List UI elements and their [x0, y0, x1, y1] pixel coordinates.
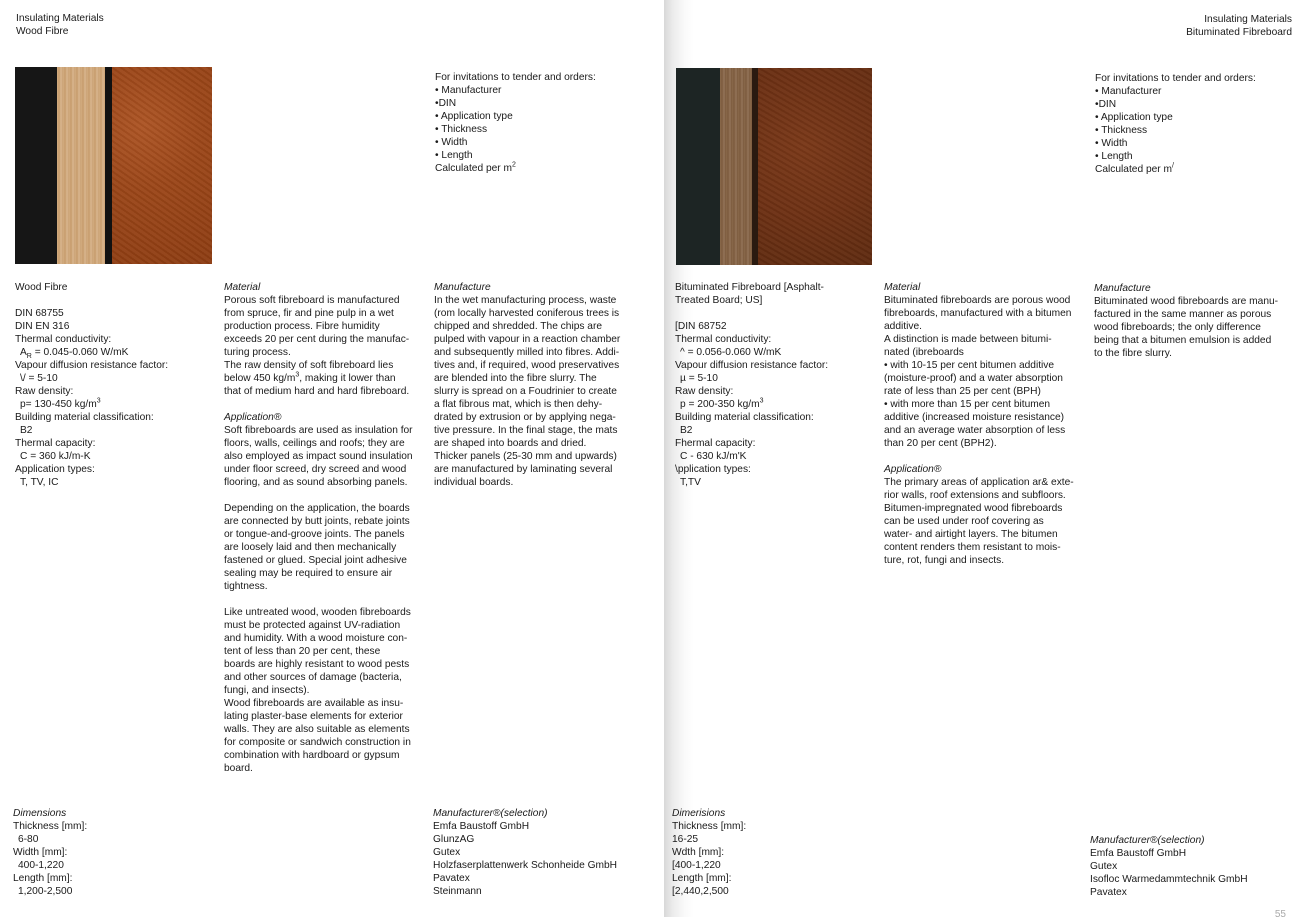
text-line: lating plaster-base elements for exterior [224, 711, 403, 722]
text-line: Bitumen-impregnated wood fibreboards [884, 503, 1063, 514]
header-line: Insulating Materials [1204, 14, 1292, 25]
tender-item: • Manufacturer [435, 85, 502, 96]
spec-label: Thermal conductivity: [15, 334, 112, 345]
spec-label: Vapour diffusion resistance factor: [15, 360, 169, 371]
tender-item: • Application type [1095, 112, 1173, 123]
text-line: Bituminated wood fibreboards are manu- [1094, 296, 1279, 307]
tender-calc: Calculated per $m^2$ [435, 161, 516, 174]
text-line: production process. Fibre humidity [224, 321, 380, 332]
dim-value: 16-25 [672, 834, 699, 845]
text-line: are loosely laid and then mechanically [224, 542, 397, 553]
tender-item: • Length [435, 150, 473, 161]
text-line: being that a bitumen emulsion is added [1094, 335, 1272, 346]
right-material-column [884, 281, 1074, 567]
text-line: and an average water absorption of less [884, 425, 1066, 436]
tender-item: • Manufacturer [1095, 86, 1162, 97]
manufacturer-item: Holzfaserplattenwerk Schonheide GmbH [433, 860, 618, 871]
text-line: A distinction is made between bitumi- [884, 334, 1052, 345]
text-line: Wood fibreboards are available as insu- [224, 698, 404, 709]
left-tender-list [435, 71, 596, 175]
text-line: than 20 per cent (BPH2). [884, 438, 997, 449]
product-title: Treated Board; US] [675, 295, 763, 306]
product-title: Wood Fibre [15, 282, 68, 293]
text-line: content renders them resistant to mois- [884, 542, 1061, 553]
text-line: turing process. [224, 347, 291, 358]
text-line: (moisture-proof) and a water absorption [884, 373, 1063, 384]
dim-label: Length [mm]: [13, 873, 73, 884]
text-line: a flat fibrous mat, which is then dehy- [434, 399, 603, 410]
text-line: Depending on the application, the boards [224, 503, 410, 514]
text-line: • with 10-15 per cent bitumen additive [884, 360, 1055, 371]
text-line: flooring, and as sound absorbing panels. [224, 477, 408, 488]
spec-label: Vapour diffusion resistance factor: [675, 360, 829, 371]
din-number: [DIN 68752 [675, 321, 727, 332]
text-line: individual boards. [434, 477, 514, 488]
text-line: wood fibreboards; the only difference [1094, 322, 1261, 333]
text-line: or tongue-and-groove joints. The panels [224, 529, 405, 540]
text-line: Porous soft fibreboard is manufactured [224, 295, 400, 306]
manufacturer-item: Isofloc Warmedammtechnik GmbH [1090, 874, 1248, 885]
dim-label: Thickness [mm]: [672, 821, 747, 832]
header-line: Wood Fibre [16, 26, 69, 37]
section-heading-manufacturers: Manufacturer®(selection) [1090, 835, 1205, 846]
text-line: for composite or sandwich construction in [224, 737, 411, 748]
manufacturer-item: Gutex [1090, 861, 1118, 872]
text-line: water- and airtight layers. The bitumen [884, 529, 1058, 540]
text-line: additive (increased moisture resistance) [884, 412, 1065, 423]
text-line: additive. [884, 321, 922, 332]
text-line: are shaped into boards and dried. [434, 438, 587, 449]
text-line: that of medium hard and hard fibreboard. [224, 386, 410, 397]
spec-label: Raw density: [675, 386, 734, 397]
right-manufacturers [1090, 834, 1248, 899]
dim-value: [2,440,2,500 [672, 886, 729, 897]
dim-label: Width [mm]: [13, 847, 68, 858]
text-line: fungi, and insects). [224, 685, 310, 696]
spec-label: Thermal conductivity: [675, 334, 772, 345]
spec-value: T,TV [680, 477, 701, 488]
text-line: tives and, if required, wood preservatives [434, 360, 620, 371]
product-title: Bituminated Fibreboard [Asphalt- [675, 282, 824, 293]
text-line: and other sources of damage (bacteria, [224, 672, 402, 683]
tender-item: • Length [1095, 151, 1133, 162]
text-line: In the wet manufacturing process, waste [434, 295, 617, 306]
tender-item: • Thickness [435, 124, 488, 135]
section-heading-manufacture: Manufacture [1094, 283, 1151, 294]
dim-value: 400-1,220 [18, 860, 64, 871]
tender-item: •DIN [1095, 99, 1117, 110]
spec-label: Building material classification: [675, 412, 814, 423]
text-line: nated (ibreboards [884, 347, 964, 358]
spec-label: Building material classification: [15, 412, 154, 423]
text-line: Like untreated wood, wooden fibreboards [224, 607, 411, 618]
text-line: slurry is spread on a Foudrinier to create [434, 386, 617, 397]
dim-value: 6-80 [18, 834, 39, 845]
section-heading-material: Material [224, 282, 261, 293]
text-line: • with more than 15 per cent bitumen [884, 399, 1051, 410]
text-line: to the fibre slurry. [1094, 348, 1172, 359]
text-line: The primary areas of application ar& exte- [884, 477, 1074, 488]
dim-label: Wdth [mm]: [672, 847, 725, 858]
text-line: and subsequently milled into fibres. Addi- [434, 347, 620, 358]
text-line: fibreboards, manufactured with a bitumen [884, 308, 1072, 319]
left-material-column [224, 281, 413, 775]
text-line: exceeds 20 per cent during the manufac- [224, 334, 410, 345]
spec-value: µ = 5-10 [680, 373, 718, 384]
text-line: The raw density of soft fibreboard lies [224, 360, 394, 371]
spec-value: C = 360 kJ/m-K [20, 451, 91, 462]
text-line: (rom locally harvested coniferous trees is [434, 308, 620, 319]
text-line: chipped and shredded. The chips are [434, 321, 603, 332]
left-specs [15, 281, 168, 489]
text-line: board. [224, 763, 253, 774]
section-heading-manufacture: Manufacture [434, 282, 491, 293]
spec-value: p= 130-450 $kg/m^3$ [20, 397, 101, 410]
tender-calc: Calculated per m/ [1095, 162, 1174, 175]
left-running-header [16, 12, 104, 38]
text-line: tent of less than 20 per cent, these [224, 646, 381, 657]
dim-label: Length [mm]: [672, 873, 732, 884]
text-line: below 450 $kg/m^3$, making it lower than [224, 371, 396, 384]
spec-value: B2 [680, 425, 693, 436]
spec-label: Fhermal capacity: [675, 438, 756, 449]
text-line: and humidity. With a wood moisture con- [224, 633, 408, 644]
text-line: fastened or glued. Special joint adhesive [224, 555, 407, 566]
header-line: Insulating Materials [16, 13, 104, 24]
wood-fibre-sample-image [15, 67, 212, 264]
spec-label: Raw density: [15, 386, 74, 397]
spec-label: Application types: [15, 464, 95, 475]
manufacturer-item: Emfa Baustoff GmbH [1090, 848, 1187, 859]
dim-value: [400-1,220 [672, 860, 721, 871]
spec-value: \/ = 5-10 [20, 373, 58, 384]
text-line: under floor screed, dry screed and wood [224, 464, 407, 475]
manufacturer-item: Gutex [433, 847, 461, 858]
spec-label: Thermal capacity: [15, 438, 96, 449]
manufacturer-item: GlunzAG [433, 834, 475, 845]
spec-value: p = 200-350 $kg/m^3$ [680, 397, 764, 410]
text-line: rate of less than 25 per cent (BPH) [884, 386, 1041, 397]
spec-value: ^ = 0.056-0.060 W/mK [680, 347, 782, 358]
left-manufacture-column [434, 281, 620, 489]
text-line: walls. They are also suitable as elements [224, 724, 410, 735]
text-line: Thicker panels (25-30 mm and upwards) [434, 451, 617, 462]
text-line: must be protected against UV-radiation [224, 620, 401, 631]
text-line: factured in the same manner as porous [1094, 309, 1272, 320]
manufacturer-item: Pavatex [1090, 887, 1127, 898]
text-line: also employed as impact sound insulation [224, 451, 413, 462]
spec-value: B2 [20, 425, 33, 436]
page-number: 55 [1274, 909, 1286, 920]
din-number: DIN 68755 [15, 308, 64, 319]
text-line: are connected by butt joints, rebate joints [224, 516, 410, 527]
section-heading-manufacturers: Manufacturer®(selection) [433, 808, 548, 819]
text-line: floors, walls, ceilings and roofs; they are [224, 438, 405, 449]
left-dimensions [13, 807, 87, 898]
tender-intro: For invitations to tender and orders: [1095, 73, 1256, 84]
left-manufacturers [433, 807, 617, 898]
tender-intro: For invitations to tender and orders: [435, 72, 596, 83]
text-line: drated by extrusion or by applying nega- [434, 412, 616, 423]
text-line: from spruce, fir and pine pulp in a wet [224, 308, 394, 319]
text-line: tive pressure. In the final stage, the mats [434, 425, 618, 436]
dim-label: Thickness [mm]: [13, 821, 88, 832]
spec-value: C - 630 kJ/m'K [680, 451, 747, 462]
bituminated-fibreboard-sample-image [676, 68, 872, 265]
spec-value: $A_R = 0.045-0.060$ W/mK [20, 347, 129, 361]
dim-value: 1,200-2,500 [18, 886, 73, 897]
text-line: Bituminated fibreboards are porous wood [884, 295, 1071, 306]
right-tender-list [1095, 72, 1256, 176]
text-line: ture, rot, fungi and insects. [884, 555, 1005, 566]
text-line: sealing may be required to ensure air [224, 568, 393, 579]
tender-item: •DIN [435, 98, 457, 109]
manufacturer-item: Pavatex [433, 873, 470, 884]
right-running-header [1186, 13, 1292, 39]
right-dimensions [672, 807, 746, 898]
tender-item: • Thickness [1095, 125, 1148, 136]
spec-value: T, TV, IC [20, 477, 59, 488]
section-heading-application: Application® [884, 464, 942, 475]
section-heading-material: Material [884, 282, 921, 293]
section-heading-application: Application® [224, 412, 282, 423]
text-line: tightness. [224, 581, 268, 592]
tender-item: • Application type [435, 111, 513, 122]
text-line: pulped with vapour in a reaction chamber [434, 334, 621, 345]
text-line: boards are highly resistant to wood pests [224, 659, 410, 670]
section-heading-dimensions: Dimensions [13, 808, 67, 819]
text-line: are blended into the fibre slurry. The [434, 373, 597, 384]
text-line: combination with hardboard or gypsum [224, 750, 400, 761]
tender-item: • Width [435, 137, 468, 148]
spec-label: \pplication types: [675, 464, 751, 475]
text-line: Soft fibreboards are used as insulation for [224, 425, 413, 436]
text-line: are manufactured by laminating several [434, 464, 613, 475]
header-line: Bituminated Fibreboard [1186, 27, 1292, 38]
manufacturer-item: Emfa Baustoff GmbH [433, 821, 530, 832]
text-line: rior walls, roof extensions and subfloors. [884, 490, 1066, 501]
section-heading-dimensions: Dimerisions [672, 808, 726, 819]
tender-item: • Width [1095, 138, 1128, 149]
din-number: DIN EN 316 [15, 321, 70, 332]
right-manufacture-column [1094, 282, 1278, 360]
manufacturer-item: Steinmann [433, 886, 482, 897]
right-specs [675, 281, 828, 489]
text-line: can be used under roof covering as [884, 516, 1044, 527]
